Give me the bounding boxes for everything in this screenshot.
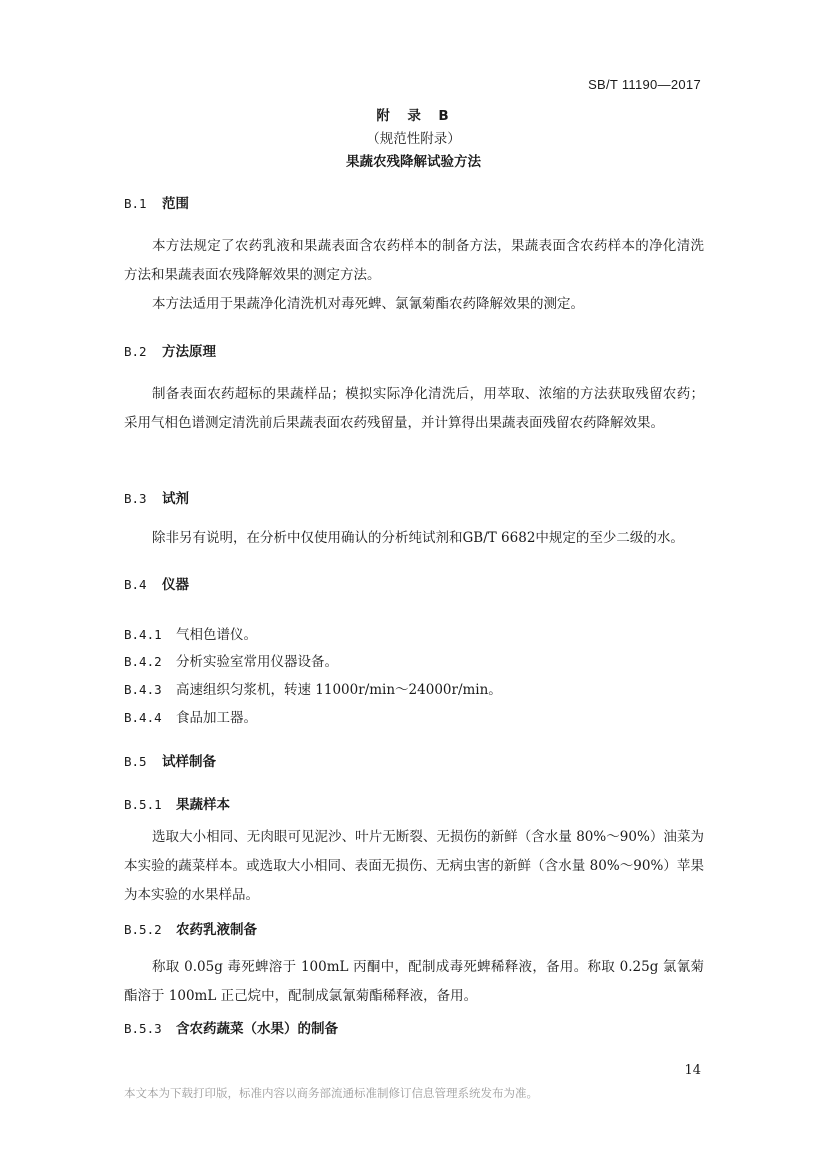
section-heading-b3 [124, 487, 189, 507]
section-heading-b4 [124, 573, 189, 593]
subsection-heading-b5-3 [124, 1017, 338, 1037]
section-number: B.4 [124, 577, 147, 592]
subsection-number: B.5.3 [124, 1021, 162, 1036]
paragraph-b1-2: 本方法适用于果蔬净化清洗机对毒死蜱、氯氰菊酯农药降解效果的测定。 [152, 296, 584, 312]
section-title: 范围 [162, 196, 189, 212]
item-text: 高速组织匀浆机，转速 11000r/min～24000r/min。 [176, 682, 502, 698]
subsection-title: 农药乳液制备 [176, 922, 257, 938]
standard-code: SB/T 11190—2017 [588, 77, 701, 92]
paragraph-b5-1: 选取大小相同、无肉眼可见泥沙、叶片无断裂、无损伤的新鲜（含水量 80%～90%）油菜为本实验的蔬菜样本。或选取大小相同、表面无损伤、无病虫害的新鲜（含水量 80%～90%）苹果为本实验的水果样品。 [124, 829, 704, 903]
section-heading-b1 [124, 192, 189, 212]
paragraph-b5-2: 称取 0.05g 毒死蜱溶于 100mL 丙酮中，配制成毒死蜱稀释液，备用。称取 0.25g 氯氰菊酯溶于 100mL 正己烷中，配制成氯氰菊酯稀释液，备用。 [124, 959, 704, 1004]
section-title: 方法原理 [162, 344, 216, 360]
item-text: 分析实验室常用仪器设备。 [176, 654, 338, 670]
section-heading-b5 [124, 750, 216, 770]
subsection-title: 含农药蔬菜（水果）的制备 [176, 1021, 338, 1037]
item-number: B.4.1 [124, 627, 162, 642]
subsection-heading-b5-2 [124, 918, 257, 938]
item-number: B.4.2 [124, 654, 162, 669]
list-item [124, 623, 257, 643]
item-text: 食品加工器。 [176, 710, 257, 726]
list-item [124, 706, 257, 726]
appendix-title: 附 录 B [376, 108, 451, 124]
subsection-heading-b5-1 [124, 793, 230, 813]
section-number: B.2 [124, 344, 147, 359]
footer-note: 本文本为下载打印版，标准内容以商务部流通标准制修订信息管理系统发布为准。 [124, 1086, 538, 1100]
item-number: B.4.3 [124, 682, 162, 697]
list-item [124, 678, 502, 698]
page-number: 14 [684, 1063, 701, 1078]
section-number: B.5 [124, 754, 147, 769]
item-number: B.4.4 [124, 710, 162, 725]
section-title: 试剂 [162, 491, 189, 507]
subsection-number: B.5.2 [124, 922, 162, 937]
section-number: B.1 [124, 196, 147, 211]
section-title: 仪器 [162, 577, 189, 593]
paragraph-b3-1: 除非另有说明，在分析中仅使用确认的分析纯试剂和GB/T 6682中规定的至少二级的水。 [152, 530, 684, 546]
subsection-title: 果蔬样本 [176, 797, 230, 813]
subsection-number: B.5.1 [124, 797, 162, 812]
appendix-name: 果蔬农残降解试验方法 [346, 154, 481, 170]
section-title: 试样制备 [162, 754, 216, 770]
paragraph-b1-1: 本方法规定了农药乳液和果蔬表面含农药样本的制备方法，果蔬表面含农药样本的净化清洗方法和果蔬表面农残降解效果的测定方法。 [124, 238, 704, 283]
paragraph-b2-1: 制备表面农药超标的果蔬样品；模拟实际净化清洗后，用萃取、浓缩的方法获取残留农药；采用气相色谱测定清洗前后果蔬表面农药残留量，并计算得出果蔬表面残留农药降解效果。 [124, 386, 704, 431]
item-text: 气相色谱仪。 [176, 627, 257, 643]
list-item [124, 650, 338, 670]
appendix-subtitle: （规范性附录） [366, 131, 461, 147]
section-number: B.3 [124, 491, 147, 506]
section-heading-b2 [124, 340, 216, 360]
